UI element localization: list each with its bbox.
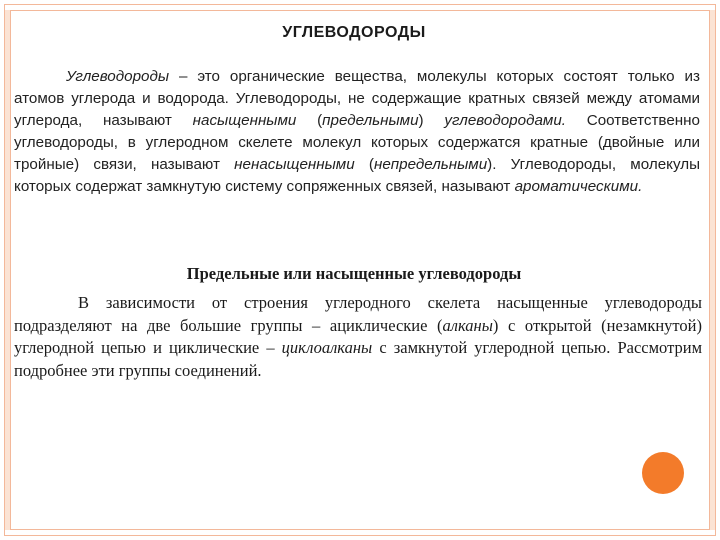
- slide-title: УГЛЕВОДОРОДЫ: [282, 24, 426, 41]
- orange-accent-circle: [642, 452, 684, 494]
- term-hydrocarbons: Углеводороды: [66, 68, 170, 85]
- term-unsaturated: ненасыщенными: [234, 156, 355, 173]
- section-heading: Предельные или насыщенные углеводороды: [186, 264, 522, 283]
- term-saturated: насыщенными: [192, 112, 297, 129]
- term-nonlimiting: непредельными: [373, 156, 488, 173]
- term-aromatic: ароматическими.: [514, 178, 643, 195]
- classification-paragraph: В зависимости от строения углеродного скелета насыщенные углеводороды подразделяют на две большие группы – ациклические (алканы) с открытой (незамкнутой) углеродной цепью и циклические – циклоалканы с замкнутой углеродной цепью. Рассмотрим подробнее эти группы соединений.: [14, 293, 703, 380]
- term-limiting: предельными: [322, 112, 419, 129]
- term-hydrocarbons-2: углеводородами.: [444, 112, 566, 129]
- term-cycloalkanes: циклоалканы: [281, 338, 373, 357]
- term-alkanes: алканы: [442, 315, 493, 335]
- slide-content: [12, 20, 703, 420]
- definition-paragraph: Углеводороды – это органические вещества, молекулы которых состоят только из атомов углерода и водорода. Углеводороды, не содержащие кратных связей между атомами углерода, называют насыщенными (предельными) углеводородами. Соответственно углеводороды, в углеродном скелете молекул которых содержатся кратные (двойные или тройные) связи, называют ненасыщенными (непредельными). Углеводороды, молекулы которых содержат замкнутую систему сопряженных связей, называют ароматическими.: [14, 68, 700, 195]
